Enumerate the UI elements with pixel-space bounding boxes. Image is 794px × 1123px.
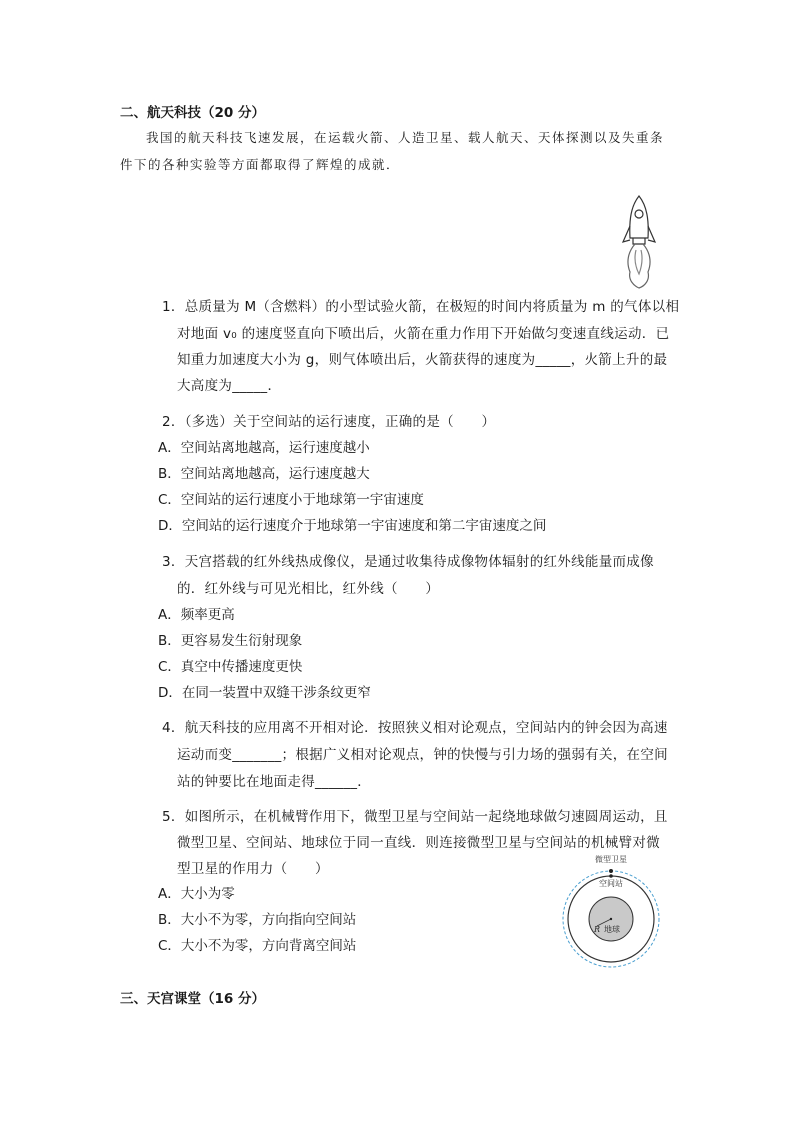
radius-label: R [594, 925, 601, 934]
q2-stem: 2．（多选）关于空间站的运行速度，正确的是（ ） [162, 414, 496, 430]
q1-line-1: 1．总质量为 M（含燃料）的小型试验火箭，在极短的时间内将质量为 m 的气体以相 [162, 299, 680, 315]
q5-line-2: 微型卫星、空间站、地球位于同一直线．则连接微型卫星与空间站的机械臂对微 [177, 835, 660, 851]
section-heading-3: 三、天宫课堂（16 分） [120, 991, 265, 1007]
q5-option-c: C．大小不为零，方向背离空间站 [158, 938, 357, 954]
q3-option-a: A．频率更高 [158, 607, 235, 623]
q4-line-2: 运动而变_______；根据广义相对论观点，钟的快慢与引力场的强弱有关，在空间 [177, 747, 668, 763]
earth-label: 地球 [604, 925, 620, 934]
earth-center [610, 918, 612, 920]
satellite-label: 微型卫星 [595, 855, 627, 864]
q1-line-4: 大高度为_____． [177, 378, 282, 394]
rocket-icon [614, 192, 664, 290]
q5-option-a: A．大小为零 [158, 886, 235, 902]
orbit-figure [558, 852, 664, 972]
q1-line-3: 知重力加速度大小为 g，则气体喷出后，火箭获得的速度为_____，火箭上升的最 [177, 352, 668, 368]
q3-option-c: C．真空中传播速度更快 [158, 659, 303, 675]
station-label: 空间站 [599, 879, 623, 888]
q5-option-b: B．大小不为零，方向指向空间站 [158, 912, 357, 928]
q3-line-2: 的．红外线与可见光相比，红外线（ ） [177, 581, 440, 597]
q2-option-b: B．空间站离地越高，运行速度越大 [158, 466, 370, 482]
q1-line-2: 对地面 v₀ 的速度竖直向下喷出后，火箭在重力作用下开始做匀变速直线运动．已 [177, 326, 670, 342]
intro-line-1: 我国的航天科技飞速发展，在运载火箭、人造卫星、载人航天、天体探测以及失重条 [146, 130, 665, 145]
q5-line-3: 型卫星的作用力（ ） [177, 861, 329, 877]
section-heading: 二、航天科技（20 分） [120, 105, 265, 121]
q2-option-c: C．空间站的运行速度小于地球第一宇宙速度 [158, 492, 424, 508]
q2-option-a: A．空间站离地越高，运行速度越小 [158, 440, 370, 456]
satellite-dot [609, 869, 613, 873]
q3-option-b: B．更容易发生衍射现象 [158, 633, 303, 649]
station-dot [609, 874, 613, 878]
q4-line-1: 4．航天科技的应用离不开相对论．按照狭义相对论观点，空间站内的钟会因为高速 [162, 720, 668, 736]
intro-line-2: 件下的各种实验等方面都取得了辉煌的成就． [120, 157, 401, 172]
q3-option-d: D．在同一装置中双缝干涉条纹更窄 [158, 685, 371, 701]
q3-line-1: 3．天宫搭载的红外线热成像仪，是通过收集待成像物体辐射的红外线能量而成像 [162, 554, 654, 570]
q5-line-1: 5．如图所示，在机械臂作用下，微型卫星与空间站一起绕地球做匀速圆周运动，且 [162, 809, 668, 825]
q4-line-3: 站的钟要比在地面走得______． [177, 774, 372, 790]
q2-option-d: D．空间站的运行速度介于地球第一宇宙速度和第二宇宙速度之间 [158, 518, 547, 534]
